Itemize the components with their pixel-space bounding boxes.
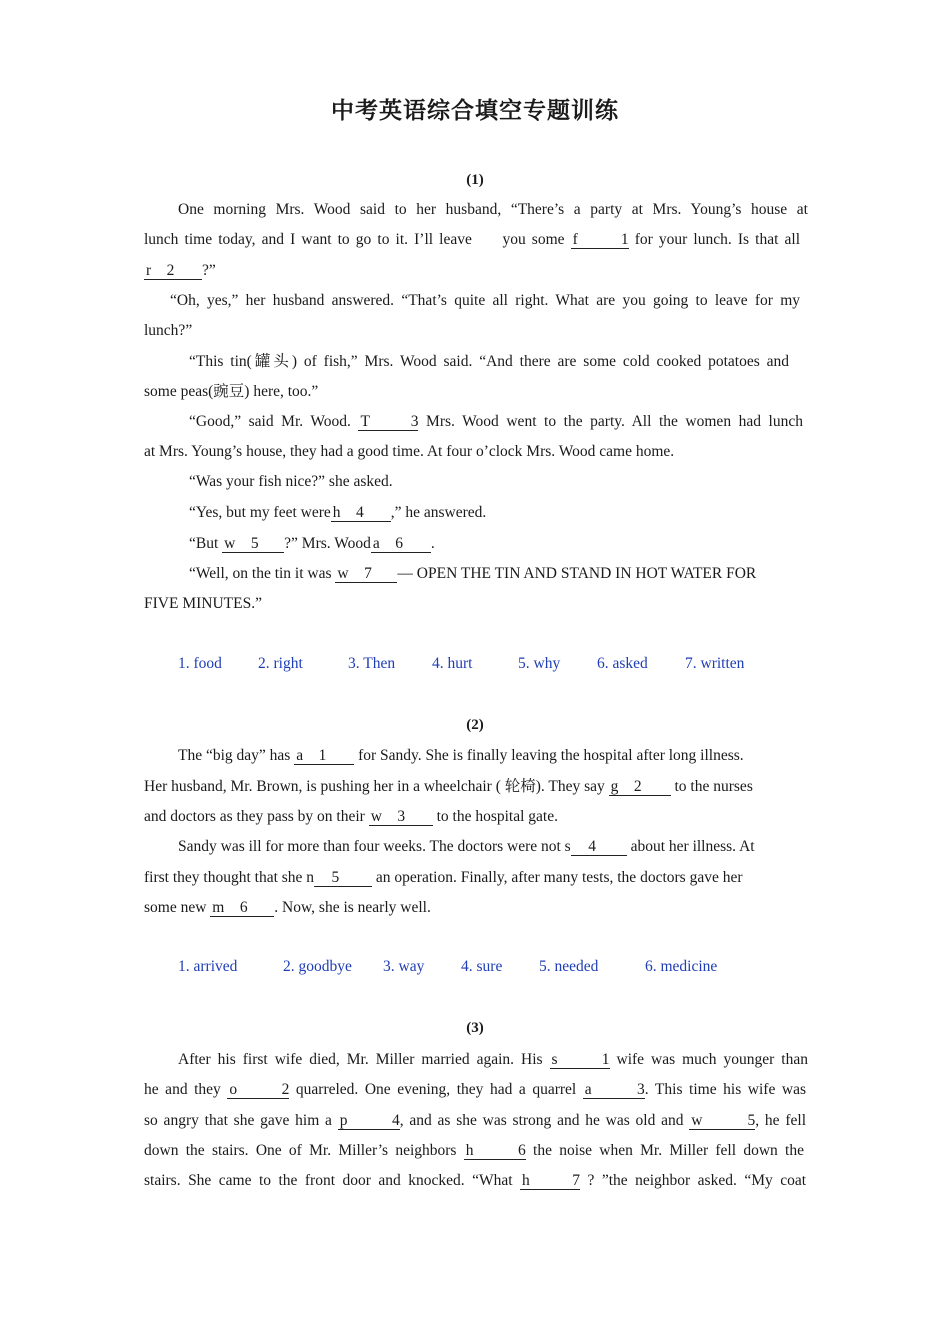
s2-line-4: Sandy was ill for more than four weeks. The doctors were not s 4 about her illness. At (178, 838, 755, 855)
blank-3-6: h 6 (465, 1142, 526, 1159)
s2-answer-5: 5. needed (539, 958, 599, 975)
blank-3-1: s 1 (551, 1051, 610, 1068)
s1-line-5: lunch?” (144, 322, 193, 339)
s1-answer-7: 7. written (685, 655, 745, 672)
s3-line-4: down the stairs. One of Mr. Miller’s neighbors h 6 the noise when Mr. Miller fell down the (144, 1142, 804, 1159)
s2-answer-3: 3. way (383, 958, 425, 975)
section-3-heading: (3) (466, 1020, 484, 1036)
s1-line-7: some peas(豌豆) here, too.” (144, 383, 319, 400)
blank-2-3: w 3 (369, 809, 433, 826)
page-title: 中考英语综合填空专题训练 (331, 98, 619, 124)
s3-line-3: so angry that she gave him a p 4, and as she was strong and he was old and w 5, he fell (144, 1112, 807, 1129)
s2-answer-1: 1. arrived (178, 958, 238, 975)
s2-line-3: and doctors as they pass by on their w 3 to the hospital gate. (144, 808, 558, 825)
s1-line-13: “Well, on the tin it was w 7 — OPEN THE TIN AND STAND IN HOT WATER FOR (189, 565, 757, 582)
blank-3-2: o 2 (229, 1081, 290, 1098)
s2-line-5: first they thought that she n 5 an operation. Finally, after many tests, the doctors gave her (144, 869, 743, 886)
blank-1-3: T 3 (360, 413, 419, 430)
s1-line-9: at Mrs. Young’s house, they had a good time. At four o’clock Mrs. Wood came home. (144, 443, 675, 460)
blank-3-3: a 3 (584, 1081, 645, 1098)
blank-1-2: r 2 (144, 263, 202, 280)
blank-1-7: w 7 (335, 566, 397, 583)
s1-answer-5: 5. why (518, 655, 561, 672)
s3-line-1: After his first wife died, Mr. Miller married again. His s 1 wife was much younger than (178, 1051, 808, 1068)
s1-line-11: “Yes, but my feet were h 4 ,” he answered. (189, 504, 487, 521)
s1-line-14: FIVE MINUTES.” (144, 595, 262, 612)
s3-line-2: he and they o 2 quarreled. One evening, they had a quarrel a 3. This time his wife was (144, 1081, 806, 1098)
s1-line-3: r 2 ?” (146, 262, 216, 279)
s1-line-6: “This tin(罐头) of fish,” Mrs. Wood said. “And there are some cold cooked potatoes and (189, 353, 789, 370)
blank-1-6: a 6 (371, 536, 431, 553)
blank-1-4: h 4 (331, 505, 391, 522)
s1-answer-6: 6. asked (597, 655, 648, 672)
s1-line-10: “Was your fish nice?” she asked. (189, 473, 393, 490)
s1-answer-3: 3. Then (348, 655, 396, 672)
blank-2-2: g 2 (609, 779, 671, 796)
s1-line-12: “But w 5 ?” Mrs. Wood a 6 . (189, 535, 435, 552)
s1-line-8: “Good,” said Mr. Wood. T 3 Mrs. Wood went to the party. All the women had lunch (189, 413, 803, 430)
blank-3-7: h 7 (522, 1172, 580, 1189)
blank-3-5: w 5 (691, 1112, 756, 1129)
blank-3-4: p 4 (339, 1112, 400, 1129)
s1-line-4: “Oh, yes,” her husband answered. “That’s quite all right. What are you going to leave for my (170, 292, 800, 309)
s1-answer-4: 4. hurt (432, 655, 473, 672)
s1-answer-1: 1. food (178, 655, 222, 672)
s2-answer-4: 4. sure (461, 958, 503, 975)
s1-line-2: lunch time today, and I want to go to it. I’ll leave you some f 1 for your lunch. Is that all (144, 231, 800, 248)
s2-answer-2: 2. goodbye (283, 958, 352, 975)
blank-1-5: w 5 (222, 536, 284, 553)
s2-line-6: some new m 6 . Now, she is nearly well. (144, 899, 431, 916)
blank-1-1: f 1 (572, 231, 629, 248)
s1-answer-2: 2. right (258, 655, 303, 672)
blank-2-6: m 6 (210, 900, 274, 917)
s1-line-1: One morning Mrs. Wood said to her husband, “There’s a party at Mrs. Young’s house at (178, 201, 808, 218)
section-2-heading: (2) (466, 717, 484, 733)
blank-2-1: a 1 (294, 748, 354, 765)
blank-2-5: 5 (314, 870, 372, 887)
section-1-heading: (1) (466, 172, 484, 188)
blank-2-4: 4 (571, 839, 627, 856)
s3-line-5: stairs. She came to the front door and knocked. “What h 7 ? ”the neighbor asked. “My coat (144, 1172, 807, 1189)
s2-line-1: The “big day” has a 1 for Sandy. She is finally leaving the hospital after long illness. (178, 747, 744, 764)
s2-answer-6: 6. medicine (645, 958, 718, 975)
s2-line-2: Her husband, Mr. Brown, is pushing her in a wheelchair ( 轮椅). They say g 2 to the nurses (144, 778, 753, 795)
